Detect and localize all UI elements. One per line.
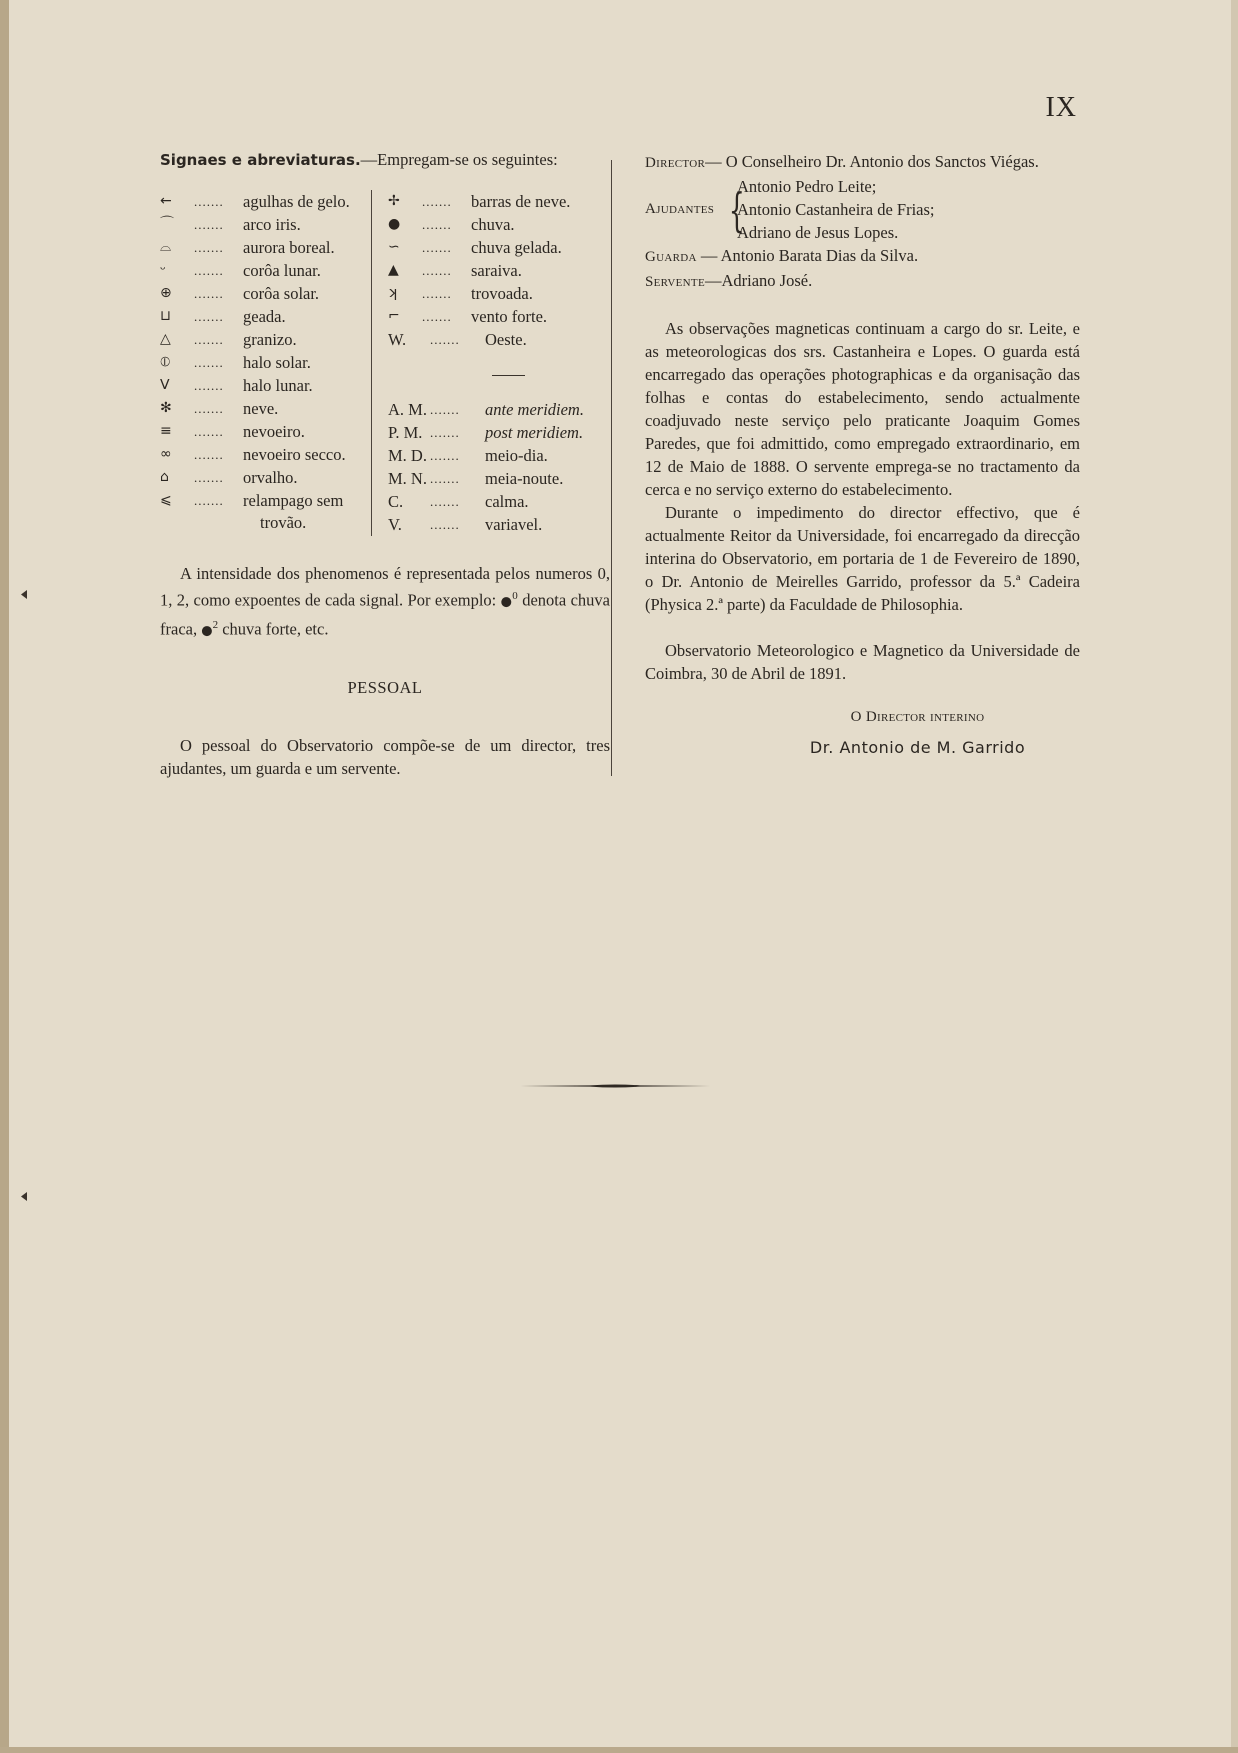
abbreviation-row <box>388 490 610 513</box>
dry-fog-icon: ∞ <box>160 446 172 462</box>
rain-dot-icon: ● <box>388 216 401 232</box>
solar-halo-icon: ⦶ <box>160 354 171 370</box>
sign-meaning: halo solar. <box>243 353 311 372</box>
sign-meaning: relampago sem <box>243 491 344 510</box>
closing-ornament-rule <box>520 1083 710 1089</box>
sign-row <box>160 190 365 213</box>
sign-meaning: barras de neve. <box>471 192 571 211</box>
sign-row <box>160 236 365 259</box>
abbreviation-meaning: meia-noute. <box>485 469 564 488</box>
lightning-icon: ⩽ <box>160 492 172 508</box>
sign-row <box>388 213 610 236</box>
page-number: IX <box>1045 92 1077 123</box>
sign-meaning: corôa solar. <box>243 284 320 303</box>
exponent-two: 2 <box>212 618 219 631</box>
leader-dots: ....... <box>194 286 224 301</box>
dew-icon: ⌂ <box>160 469 169 485</box>
snow-star-icon: ✻ <box>160 400 172 416</box>
intensity-paragraph <box>160 562 610 642</box>
sign-row <box>160 213 365 236</box>
column-divider <box>611 160 612 776</box>
page-right-edge <box>1231 0 1238 1753</box>
right-column <box>645 150 1080 757</box>
servant-text: —Adriano José. <box>704 271 813 290</box>
sign-row <box>388 282 610 305</box>
leader-dots: ....... <box>194 194 224 209</box>
sign-row <box>160 259 365 282</box>
sign-row <box>388 259 610 282</box>
abbreviation-row <box>388 421 610 444</box>
leader-dots: ....... <box>430 471 460 486</box>
sign-meaning: chuva. <box>471 215 515 234</box>
leader-dots: ....... <box>422 309 452 324</box>
sign-meaning: granizo. <box>243 330 297 349</box>
margin-mark-lower <box>21 1192 27 1201</box>
sign-row <box>388 190 610 213</box>
rain-weak-icon: ● <box>500 594 513 610</box>
margin-mark-upper <box>21 590 27 599</box>
abbreviation: M. N. <box>388 469 427 488</box>
frost-icon: ⊔ <box>160 308 171 324</box>
signs-heading-rest: —Empregam-se os seguintes: <box>360 150 558 169</box>
intensity-example-weak: denota chuva fraca, <box>160 590 610 638</box>
leader-dots: ....... <box>194 263 224 278</box>
lunar-corona-icon: ᵕ <box>160 262 166 278</box>
helpers-row <box>645 175 1080 244</box>
thunder-icon: ʞ <box>388 285 398 301</box>
leader-dots: ....... <box>422 286 452 301</box>
abbreviation-meaning: variavel. <box>485 515 543 534</box>
leader-dots: ....... <box>430 517 460 532</box>
abbreviation: V. <box>388 515 402 534</box>
leader-dots: ....... <box>194 309 224 324</box>
signs-heading <box>160 150 610 170</box>
sign-row <box>160 489 365 512</box>
sign-row <box>160 328 365 351</box>
page-bottom-edge <box>0 1747 1238 1753</box>
abbreviation-row <box>388 467 610 490</box>
location-date-paragraph: Observatorio Meteorologico e Magnetico da Universidade de Coimbra, 30 de Abril de 1891. <box>645 641 1080 683</box>
leader-dots: ....... <box>194 424 224 439</box>
signs-column-b <box>371 190 610 536</box>
abbreviation: P. M. <box>388 423 423 442</box>
guard-row <box>645 244 1080 269</box>
freezing-rain-icon: ∽ <box>388 239 400 255</box>
helper-name: Antonio Pedro Leite; <box>737 177 877 196</box>
director-text: — O Conselheiro Dr. Antonio dos Sanctos Viégas. <box>705 152 1039 171</box>
rain-strong-icon: ● <box>201 623 213 638</box>
sign-row <box>160 374 365 397</box>
director-label: Director <box>645 155 706 171</box>
abbreviation: C. <box>388 492 404 511</box>
arc-icon: ⌒ <box>160 216 174 232</box>
sign-row <box>388 305 610 328</box>
sign-meaning: geada. <box>243 307 286 326</box>
hail-triangle-icon: △ <box>160 331 171 347</box>
signature-name: Dr. Antonio de M. Garrido <box>809 738 1026 757</box>
abbreviation-meaning: meio-dia. <box>485 446 548 465</box>
pessoal-paragraph: O pessoal do Observatorio compõe-se de um director, tres ajudantes, um guarda e um servente. <box>160 736 610 778</box>
leader-dots: ....... <box>194 240 224 255</box>
leader-dots: ....... <box>194 332 224 347</box>
aurora-icon: ⌓ <box>160 239 172 255</box>
sign-meaning: vento forte. <box>471 307 548 326</box>
lunar-halo-icon: ⴸ <box>160 377 170 393</box>
signature-block <box>645 709 1080 757</box>
solar-corona-icon: ⊕ <box>160 285 172 301</box>
leader-dots: ....... <box>194 401 224 416</box>
sign-row <box>160 282 365 305</box>
sign-row <box>160 351 365 374</box>
leader-dots: ....... <box>430 494 460 509</box>
leader-dots: ....... <box>422 263 452 278</box>
leader-dots: ....... <box>194 217 224 232</box>
abbreviation-meaning: post meridiem. <box>485 423 584 442</box>
leader-dots: ....... <box>194 493 224 508</box>
sign-meaning: corôa lunar. <box>243 261 321 280</box>
intensity-example-strong: chuva forte, etc. <box>222 619 329 638</box>
leader-dots: ....... <box>430 425 460 440</box>
abbreviation-meaning: calma. <box>485 492 529 511</box>
sign-row <box>160 420 365 443</box>
servant-label: Servente <box>645 274 705 290</box>
helper-name: Antonio Castanheira de Frias; <box>737 200 935 219</box>
leader-dots: ....... <box>194 355 224 370</box>
page-binding-edge <box>0 0 9 1753</box>
abbreviation-row <box>388 398 610 421</box>
sign-meaning: halo lunar. <box>243 376 313 395</box>
sign-meaning: chuva gelada. <box>471 238 562 257</box>
leader-dots: ....... <box>422 194 452 209</box>
sign-row <box>388 236 610 259</box>
leader-dots: ....... <box>194 378 224 393</box>
leader-dots: ....... <box>194 447 224 462</box>
short-rule <box>492 375 525 376</box>
fog-icon: ≡ <box>160 423 172 439</box>
signs-table <box>160 190 610 536</box>
left-column <box>160 150 610 780</box>
abbreviation-row <box>388 513 610 536</box>
leader-dots: ....... <box>430 448 460 463</box>
leader-dots: ....... <box>430 402 460 417</box>
sign-row <box>160 305 365 328</box>
sleet-icon: ▲ <box>388 262 399 278</box>
director-row <box>645 150 1080 175</box>
leader-dots: ....... <box>422 217 452 232</box>
pessoal-title: PESSOAL <box>347 678 423 697</box>
servant-row <box>645 269 1080 294</box>
sign-meaning: agulhas de gelo. <box>243 192 350 211</box>
sign-meaning: arco iris. <box>243 215 301 234</box>
sign-meaning: orvalho. <box>243 468 298 487</box>
signs-heading-bold: Signaes e abreviaturas. <box>160 151 361 169</box>
abbreviation: M. D. <box>388 446 427 465</box>
sign-row <box>160 443 365 466</box>
abbreviation: A. M. <box>388 400 427 419</box>
sign-meaning-continuation: trovão. <box>260 513 307 532</box>
sign-meaning: aurora boreal. <box>243 238 335 257</box>
sign-row <box>160 397 365 420</box>
guard-label: Guarda <box>645 249 697 265</box>
curly-brace-icon: { <box>728 182 745 237</box>
leader-dots: ....... <box>194 470 224 485</box>
exponent-zero: 0 <box>512 590 518 602</box>
helpers-names <box>737 175 935 244</box>
abbreviation-row <box>388 444 610 467</box>
abbreviation-row <box>388 328 610 351</box>
leader-dots: ....... <box>430 332 460 347</box>
intensity-text: A intensidade dos phenomenos é representada pelos numeros 0, 1, 2, como expoentes de cada signal. Por exemplo: <box>160 564 610 610</box>
sign-meaning: trovoada. <box>471 284 533 303</box>
guard-text: — Antonio Barata Dias da Silva. <box>700 246 919 265</box>
strong-wind-icon: ⌐ <box>388 308 400 324</box>
sign-meaning: saraiva. <box>471 261 522 280</box>
abbreviation: W. <box>388 330 407 349</box>
sign-meaning: nevoeiro secco. <box>243 445 346 464</box>
abbreviation-meaning: ante meridiem. <box>485 400 584 419</box>
signs-column-a <box>160 190 365 536</box>
leader-dots: ....... <box>422 240 452 255</box>
helpers-label: Ajudantes <box>645 201 715 217</box>
magnetic-paragraph: As observações magneticas continuam a cargo do sr. Leite, e as meteorologicas dos srs. Castanheira e Lopes. O guarda está encarregado das operações photographicas e da organisação das folhas e contas do estabelecimento, sendo actualmente coadjuvado neste serviço pelo praticante Joaquim Gomes Paredes, que foi admittido, como empregado extraordinario, em 12 de Maio de 1888. O servente emprega-se no tractamento da cerca e no serviço externo do estabelecimento. <box>645 319 1080 499</box>
sign-meaning: neve. <box>243 399 279 418</box>
arrow-left-icon: ← <box>160 193 172 209</box>
sign-meaning: nevoeiro. <box>243 422 305 441</box>
helper-name: Adriano de Jesus Lopes. <box>737 223 899 242</box>
sign-row <box>160 466 365 489</box>
snow-drift-icon: ✢ <box>388 193 400 209</box>
director-paragraph: Durante o impedimento do director effectivo, que é actualmente Reitor da Universidade, foi encarregado da direcção interina do Observatorio, em portaria de 1 de Fevereiro de 1890, o Dr. Antonio de Meirelles Garrido, professor da 5.ª Cadeira (Physica 2.ª parte) da Faculdade de Philosophia. <box>645 503 1080 614</box>
signature-title: O Director interino <box>850 709 985 725</box>
abbreviation-meaning: Oeste. <box>485 330 527 349</box>
